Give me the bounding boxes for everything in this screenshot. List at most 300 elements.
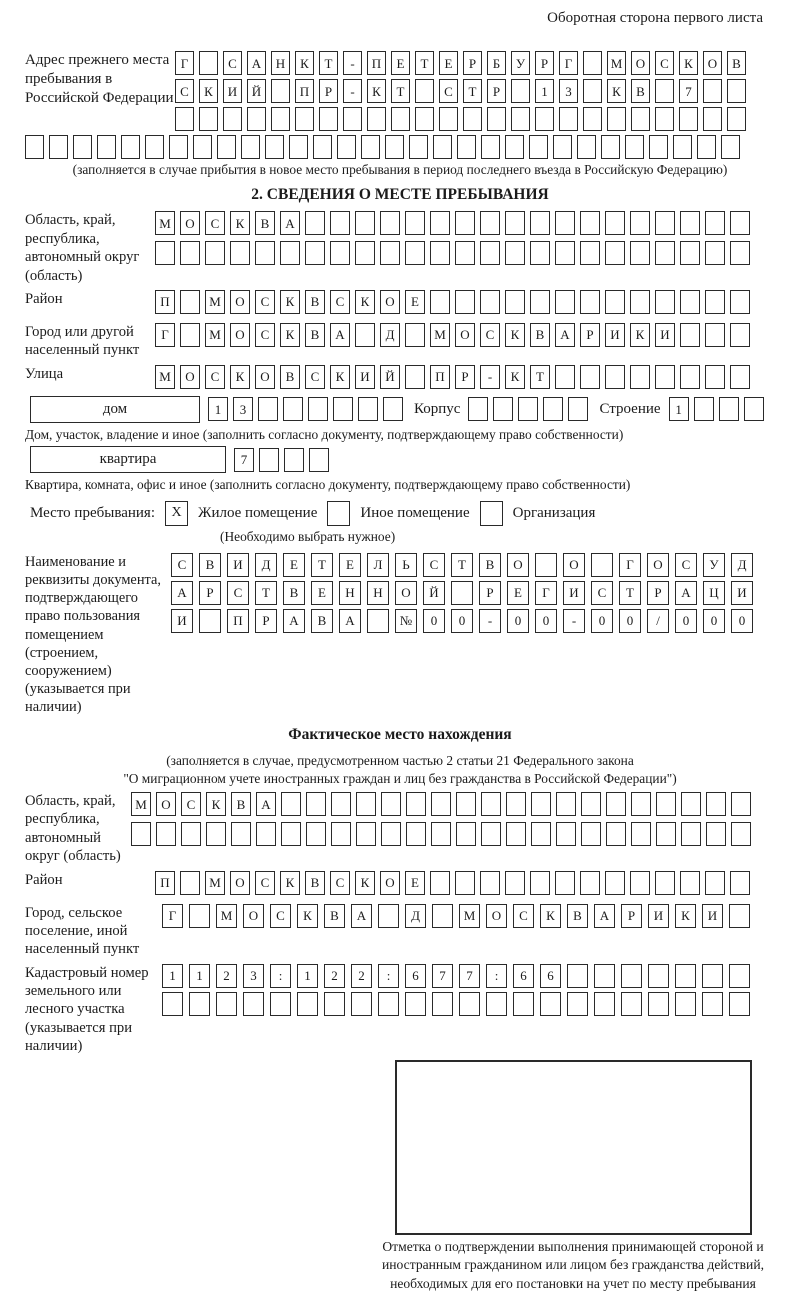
form-cell: Й	[247, 79, 266, 103]
form-cell: И	[171, 609, 193, 633]
form-cell: 2	[216, 964, 237, 988]
prev-address-row-3	[175, 107, 751, 131]
form-cell	[297, 992, 318, 1016]
form-cell	[706, 792, 726, 816]
form-cell	[621, 964, 642, 988]
form-cell	[630, 241, 650, 265]
form-cell: С	[205, 365, 225, 389]
form-cell	[555, 365, 575, 389]
form-cell: 0	[507, 609, 529, 633]
form-cell	[607, 107, 626, 131]
form-cell	[580, 871, 600, 895]
district-field	[25, 290, 775, 318]
form-cell	[405, 992, 426, 1016]
form-cell: Р	[580, 323, 600, 347]
form-cell	[577, 135, 596, 159]
form-cell	[656, 792, 676, 816]
form-cell: 1	[535, 79, 554, 103]
district-label: Район	[25, 290, 63, 307]
section2-title: 2. СВЕДЕНИЯ О МЕСТЕ ПРЕБЫВАНИЯ	[251, 186, 549, 204]
form-cell	[730, 871, 750, 895]
form-cell: Р	[621, 904, 642, 928]
form-cell: Е	[311, 581, 333, 605]
form-cell	[744, 397, 764, 421]
form-cell	[556, 822, 576, 846]
form-cell	[319, 107, 338, 131]
form-cell: В	[231, 792, 251, 816]
form-cell	[432, 992, 453, 1016]
form-cell	[430, 871, 450, 895]
form-cell	[432, 904, 453, 928]
form-cell	[306, 822, 326, 846]
form-cell: Н	[339, 581, 361, 605]
form-cell	[530, 290, 550, 314]
form-cell: Й	[423, 581, 445, 605]
form-cell	[591, 553, 613, 577]
form-cell	[199, 609, 221, 633]
form-cell: С	[591, 581, 613, 605]
form-cell	[702, 964, 723, 988]
form-cell	[356, 822, 376, 846]
form-cell: К	[280, 290, 300, 314]
form-cell: И	[605, 323, 625, 347]
form-cell: В	[324, 904, 345, 928]
form-cell	[415, 107, 434, 131]
form-cell	[180, 290, 200, 314]
form-cell: С	[305, 365, 325, 389]
form-cell	[199, 107, 218, 131]
form-cell: А	[171, 581, 193, 605]
form-cell	[380, 241, 400, 265]
form-cell	[480, 211, 500, 235]
form-cell: М	[607, 51, 626, 75]
form-cell: П	[295, 79, 314, 103]
form-cell: -	[479, 609, 501, 633]
form-cell	[459, 992, 480, 1016]
form-cell: А	[351, 904, 372, 928]
form-cell	[655, 290, 675, 314]
form-cell: Р	[319, 79, 338, 103]
form-cell: Н	[271, 51, 290, 75]
form-cell	[378, 992, 399, 1016]
form-cell	[175, 107, 194, 131]
form-cell: Т	[451, 553, 473, 577]
actual-location-note-2: "О миграционном учете иностранных граждан и лиц без гражданства в Российской Федерации")	[123, 770, 677, 786]
actual-region-row-1	[131, 792, 756, 816]
form-cell: 2	[324, 964, 345, 988]
form-cell: К	[355, 290, 375, 314]
form-cell	[505, 211, 525, 235]
form-cell: В	[631, 79, 650, 103]
form-cell	[630, 290, 650, 314]
apartment-cells	[234, 448, 334, 472]
form-cell	[480, 290, 500, 314]
form-cell	[457, 135, 476, 159]
prev-address-label: Адрес прежнего места пребывания в Российской Федерации	[25, 52, 174, 106]
form-cell	[649, 135, 668, 159]
form-cell	[415, 79, 434, 103]
form-cell: И	[702, 904, 723, 928]
apartment-note: Квартира, комната, офис и иное (заполнить согласно документу, подтверждающему право собственности)	[25, 477, 631, 493]
form-cell	[506, 822, 526, 846]
prev-address-row-1	[175, 51, 751, 75]
form-cell	[702, 992, 723, 1016]
form-cell: К	[206, 792, 226, 816]
cadastral-field	[25, 964, 775, 1056]
form-cell: О	[230, 290, 250, 314]
form-cell	[555, 241, 575, 265]
form-cell	[655, 871, 675, 895]
actual-location-note-1: (заполняется в случае, предусмотренном частью 2 статьи 21 Федерального закона	[166, 753, 634, 769]
form-cell	[631, 107, 650, 131]
form-cell: Г	[175, 51, 194, 75]
form-cell	[405, 323, 425, 347]
form-cell	[729, 904, 750, 928]
form-cell	[679, 107, 698, 131]
form-cell: Е	[391, 51, 410, 75]
form-cell	[655, 241, 675, 265]
form-cell	[730, 290, 750, 314]
form-cell	[605, 290, 625, 314]
form-cell	[243, 992, 264, 1016]
form-cell	[216, 992, 237, 1016]
form-cell	[308, 397, 328, 421]
form-cell	[406, 792, 426, 816]
form-cell: О	[243, 904, 264, 928]
form-cell	[456, 792, 476, 816]
form-cell	[456, 822, 476, 846]
form-cell: В	[311, 609, 333, 633]
form-cell	[730, 365, 750, 389]
form-cell	[409, 135, 428, 159]
form-cell	[333, 397, 353, 421]
form-cell	[656, 822, 676, 846]
form-cell	[247, 107, 266, 131]
form-cell: :	[378, 964, 399, 988]
form-cell	[455, 211, 475, 235]
form-cell	[199, 51, 218, 75]
form-cell	[543, 397, 563, 421]
form-cell	[351, 992, 372, 1016]
form-cell	[378, 904, 399, 928]
form-cell	[270, 992, 291, 1016]
form-cell: С	[171, 553, 193, 577]
form-cell: Г	[155, 323, 175, 347]
form-cell	[719, 397, 739, 421]
form-cell	[506, 792, 526, 816]
form-cell: С	[513, 904, 534, 928]
form-cell	[529, 135, 548, 159]
house-note: Дом, участок, владение и иное (заполнить согласно документу, подтверждающему право собственности)	[25, 426, 624, 442]
form-cell	[630, 365, 650, 389]
form-cell	[309, 448, 329, 472]
form-cell: В	[280, 365, 300, 389]
form-cell	[355, 241, 375, 265]
form-cell: Е	[339, 553, 361, 577]
form-cell: 7	[234, 448, 254, 472]
form-cell	[505, 290, 525, 314]
form-cell	[481, 822, 501, 846]
actual-region-row-2	[131, 822, 756, 846]
form-cell	[121, 135, 140, 159]
form-cell	[367, 107, 386, 131]
form-cell	[385, 135, 404, 159]
form-cell	[480, 241, 500, 265]
form-cell: №	[395, 609, 417, 633]
form-cell: К	[355, 871, 375, 895]
form-cell	[513, 992, 534, 1016]
form-cell: С	[255, 290, 275, 314]
form-cell	[511, 79, 530, 103]
form-cell: К	[505, 365, 525, 389]
form-cell	[680, 365, 700, 389]
form-cell: Р	[535, 51, 554, 75]
form-cell: Л	[367, 553, 389, 577]
document-label: Наименование и реквизиты документа, подтверждающего право пользования помещением (строением, сооружением) (указывается при наличии)	[25, 553, 161, 716]
form-cell	[381, 822, 401, 846]
form-cell	[231, 822, 251, 846]
form-cell: К	[679, 51, 698, 75]
form-cell	[468, 397, 488, 421]
form-cell: Г	[162, 904, 183, 928]
form-cell	[505, 241, 525, 265]
form-cell: К	[540, 904, 561, 928]
region-row-1	[155, 211, 755, 235]
form-cell: Т	[311, 553, 333, 577]
actual-district-label: Район	[25, 871, 63, 888]
form-cell	[330, 211, 350, 235]
form-cell: А	[339, 609, 361, 633]
form-cell: 3	[243, 964, 264, 988]
form-cell	[493, 397, 513, 421]
form-cell: 7	[459, 964, 480, 988]
form-cell: О	[455, 323, 475, 347]
form-cell	[518, 397, 538, 421]
form-cell	[606, 822, 626, 846]
form-cell	[73, 135, 92, 159]
actual-location-title: Фактическое место нахождения	[288, 726, 512, 744]
form-cell: О	[703, 51, 722, 75]
stay-type-checkbox-inoe	[327, 501, 350, 526]
form-cell	[601, 135, 620, 159]
form-cell	[156, 822, 176, 846]
form-cell	[431, 822, 451, 846]
form-cell	[655, 107, 674, 131]
prev-address-rows	[175, 51, 751, 135]
form-cell	[648, 964, 669, 988]
form-cell	[511, 107, 530, 131]
form-cell: К	[330, 365, 350, 389]
form-cell: 0	[535, 609, 557, 633]
form-cell: С	[655, 51, 674, 75]
form-cell: Ь	[395, 553, 417, 577]
form-cell: М	[205, 871, 225, 895]
form-cell	[568, 397, 588, 421]
form-cell	[271, 107, 290, 131]
form-cell: М	[205, 323, 225, 347]
form-cell: С	[223, 51, 242, 75]
form-cell	[530, 241, 550, 265]
form-cell	[705, 871, 725, 895]
apartment-row	[30, 446, 775, 473]
form-cell: 0	[731, 609, 753, 633]
actual-city-row	[162, 904, 756, 928]
form-cell	[331, 822, 351, 846]
stay-type-row	[30, 501, 775, 526]
form-cell: О	[486, 904, 507, 928]
form-cell	[281, 822, 301, 846]
form-cell	[455, 241, 475, 265]
form-cell: О	[156, 792, 176, 816]
form-cell: О	[631, 51, 650, 75]
form-cell	[729, 964, 750, 988]
form-cell: 0	[423, 609, 445, 633]
form-cell	[630, 871, 650, 895]
form-cell: 1	[162, 964, 183, 988]
form-cell: -	[343, 51, 362, 75]
prev-address-block	[25, 51, 775, 135]
form-cell	[730, 241, 750, 265]
stay-type-checkbox-org	[480, 501, 503, 526]
form-cell	[355, 323, 375, 347]
form-cell	[271, 79, 290, 103]
form-cell: Н	[367, 581, 389, 605]
form-cell	[675, 964, 696, 988]
stay-type-option-inoe: Иное помещение	[360, 504, 470, 521]
form-cell	[703, 107, 722, 131]
form-cell: Е	[439, 51, 458, 75]
form-cell	[189, 992, 210, 1016]
prev-address-row-4	[25, 135, 775, 159]
form-cell: У	[703, 553, 725, 577]
form-cell	[630, 211, 650, 235]
actual-region-field	[25, 792, 775, 866]
form-cell	[259, 448, 279, 472]
form-cell: С	[675, 553, 697, 577]
form-cell: 1	[189, 964, 210, 988]
form-cell: Г	[535, 581, 557, 605]
form-cell: В	[283, 581, 305, 605]
form-cell	[283, 397, 303, 421]
confirmation-caption: Отметка о подтверждении выполнения принимающей стороной и иностранным гражданином или лицом без гражданства действий, необходимых для его постановки на учет по месту пребывания	[382, 1238, 764, 1292]
form-cell: О	[230, 323, 250, 347]
form-cell	[284, 448, 304, 472]
form-cell: А	[594, 904, 615, 928]
form-cell	[439, 107, 458, 131]
form-cell	[731, 792, 751, 816]
form-cell	[555, 871, 575, 895]
form-cell	[313, 135, 332, 159]
form-cell	[169, 135, 188, 159]
form-cell: К	[505, 323, 525, 347]
form-cell	[680, 323, 700, 347]
form-cell	[355, 211, 375, 235]
form-cell	[433, 135, 452, 159]
form-cell: 0	[619, 609, 641, 633]
form-cell	[675, 992, 696, 1016]
form-cell: В	[567, 904, 588, 928]
form-cell: О	[230, 871, 250, 895]
form-cell: К	[230, 211, 250, 235]
form-cell	[337, 135, 356, 159]
form-cell	[145, 135, 164, 159]
form-cell	[721, 135, 740, 159]
form-cell: С	[175, 79, 194, 103]
house-cells	[208, 397, 408, 421]
form-cell	[631, 822, 651, 846]
confirmation-stamp-box	[395, 1060, 752, 1235]
form-cell: В	[530, 323, 550, 347]
form-cell	[540, 992, 561, 1016]
form-cell: С	[227, 581, 249, 605]
form-cell	[281, 792, 301, 816]
form-cell	[486, 992, 507, 1016]
form-cell: К	[367, 79, 386, 103]
form-cell: С	[255, 871, 275, 895]
form-cell: Р	[455, 365, 475, 389]
form-cell: П	[227, 609, 249, 633]
form-cell: 1	[297, 964, 318, 988]
form-cell: М	[205, 290, 225, 314]
form-cell	[430, 290, 450, 314]
cadastral-row-2	[162, 992, 756, 1016]
form-cell	[280, 241, 300, 265]
form-cell	[189, 904, 210, 928]
form-cell: 6	[513, 964, 534, 988]
form-cell	[555, 211, 575, 235]
form-cell	[567, 964, 588, 988]
form-cell	[530, 211, 550, 235]
form-cell	[580, 211, 600, 235]
form-cell	[605, 241, 625, 265]
form-cell: М	[155, 365, 175, 389]
form-cell: А	[256, 792, 276, 816]
form-cell: П	[155, 871, 175, 895]
form-cell: М	[430, 323, 450, 347]
form-cell: А	[283, 609, 305, 633]
form-cell	[405, 365, 425, 389]
form-cell: 1	[669, 397, 689, 421]
form-cell	[430, 211, 450, 235]
form-cell: А	[247, 51, 266, 75]
form-cell	[451, 581, 473, 605]
form-cell	[206, 822, 226, 846]
form-cell: С	[423, 553, 445, 577]
form-cell	[727, 79, 746, 103]
form-cell: К	[295, 51, 314, 75]
form-cell	[535, 553, 557, 577]
form-cell	[217, 135, 236, 159]
form-cell	[559, 107, 578, 131]
city-row	[155, 323, 755, 347]
form-cell	[648, 992, 669, 1016]
form-cell: Р	[199, 581, 221, 605]
header-note: Оборотная сторона первого листа	[547, 10, 763, 26]
city-label: Город или другой населенный пункт	[25, 323, 140, 359]
form-cell	[553, 135, 572, 159]
form-cell: Р	[255, 609, 277, 633]
form-cell	[731, 822, 751, 846]
stay-type-label: Место пребывания:	[30, 504, 155, 521]
form-cell: Е	[507, 581, 529, 605]
form-cell: Й	[380, 365, 400, 389]
form-cell	[655, 365, 675, 389]
actual-city-field	[25, 904, 775, 959]
street-field	[25, 365, 775, 393]
form-cell: О	[180, 365, 200, 389]
form-cell: В	[479, 553, 501, 577]
house-labelbox: дом	[30, 396, 200, 423]
